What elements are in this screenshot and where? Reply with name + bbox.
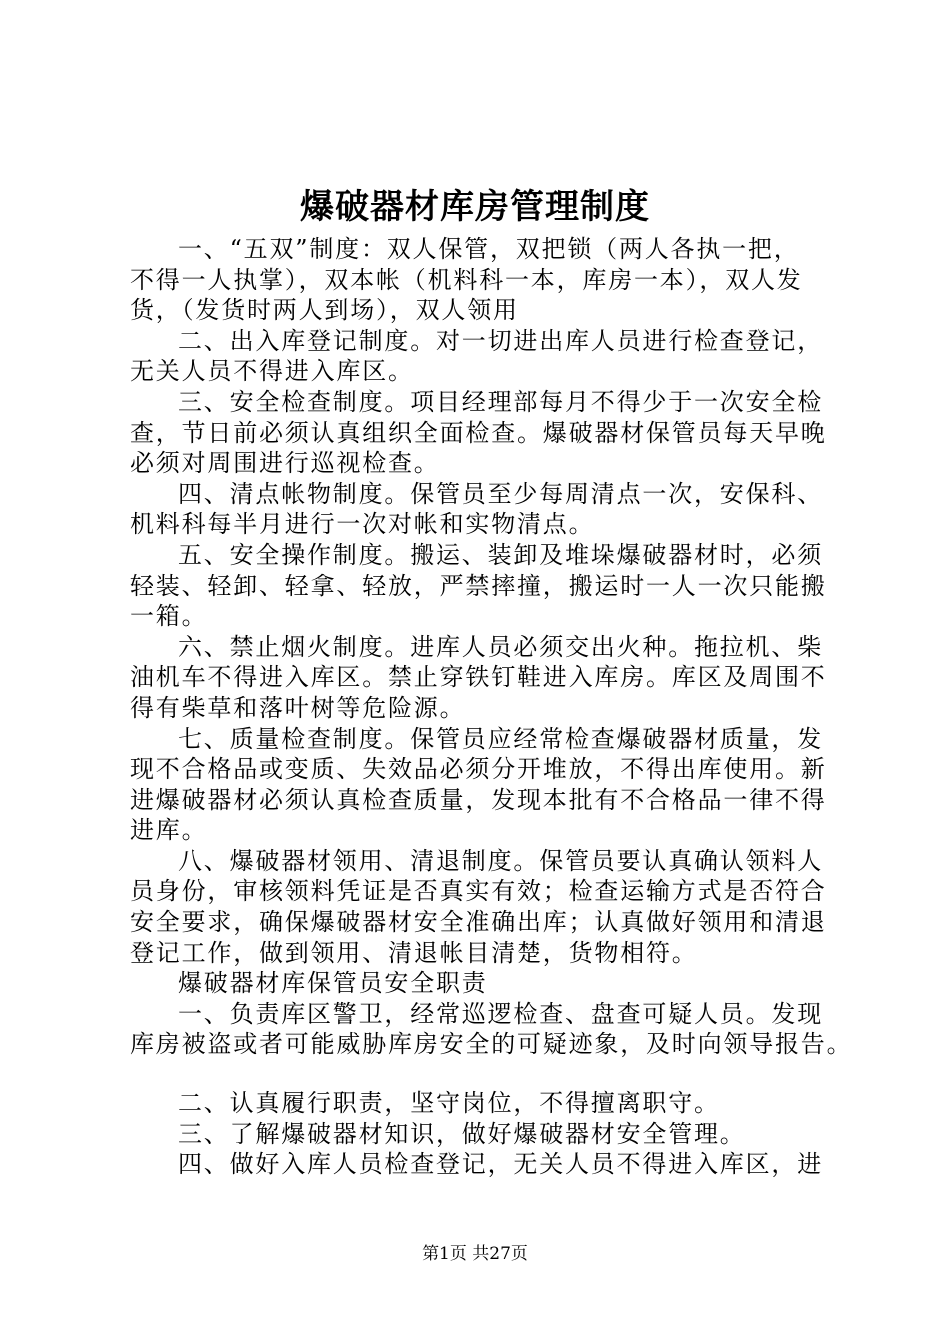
paragraph-line: 六、禁止烟火制度。进库人员必须交出火种。拖拉机、柴: [178, 632, 823, 661]
paragraph-line: 七、质量检查制度。保管员应经常检查爆破器材质量，发: [178, 724, 823, 753]
paragraph-line: 得有柴草和落叶树等危险源。: [130, 693, 466, 722]
paragraph-line: 一箱。: [130, 602, 208, 631]
paragraph-line: 机料科每半月进行一次对帐和实物清点。: [130, 510, 595, 539]
paragraph-line: 查，节日前必须认真组织全面检查。爆破器材保管员每天早晚: [130, 418, 827, 447]
paragraph-line: 八、爆破器材领用、清退制度。保管员要认真确认领料人: [178, 846, 823, 875]
paragraph: [130, 1119, 850, 1150]
paragraph: [130, 326, 850, 387]
paragraph-line: 库房被盗或者可能威胁库房安全的可疑迹象，及时向领导报告。: [130, 1030, 853, 1059]
paragraph-line: 一、“五双”制度：双人保管，双把锁（两人各执一把，: [178, 235, 800, 263]
paragraph: [130, 234, 850, 326]
paragraph-line: 爆破器材库保管员安全职责: [178, 969, 488, 998]
paragraph-line: 五、安全操作制度。搬运、装卸及堆垛爆破器材时，必须: [178, 540, 823, 569]
paragraph: [130, 999, 853, 1060]
paragraph-line: 进爆破器材必须认真检查质量，发现本批有不合格品一律不得: [130, 785, 827, 814]
paragraph: [130, 387, 850, 479]
paragraph: [130, 540, 850, 632]
paragraph-line: 进库。: [130, 816, 208, 845]
paragraph-line: 四、做好入库人员检查登记，无关人员不得进入库区，进: [178, 1150, 823, 1179]
paragraph-line: 必须对周围进行巡视检查。: [130, 449, 440, 478]
paragraph: [130, 968, 850, 999]
paragraph-line: 不得一人执掌），双本帐（机料科一本，库房一本），双人发: [130, 265, 803, 294]
paragraph-line: 二、出入库登记制度。对一切进出库人员进行检查登记，: [178, 326, 823, 355]
paragraph: [130, 846, 850, 968]
paragraph-line: 一、负责库区警卫，经常巡逻检查、盘查可疑人员。发现: [178, 999, 823, 1028]
paragraph: [130, 1088, 850, 1119]
paragraph-line: 无关人员不得进入库区。: [130, 357, 414, 386]
paragraph: [130, 724, 850, 846]
paragraph-gap: [130, 1060, 850, 1088]
paragraph: [130, 479, 850, 540]
paragraph-line: 员身份，审核领料凭证是否真实有效；检查运输方式是否符合: [130, 877, 827, 906]
page-footer: 第1页 共27页: [422, 1244, 528, 1264]
document-body: [130, 234, 853, 1180]
paragraph-line: 二、认真履行职责，坚守岗位，不得擅离职守。: [178, 1089, 720, 1118]
paragraph: [130, 632, 850, 724]
document-title: 爆破器材库房管理制度: [300, 187, 650, 227]
paragraph-line: 轻装、轻卸、轻拿、轻放，严禁摔撞，搬运时一人一次只能搬: [130, 571, 827, 600]
paragraph-line: 三、安全检查制度。项目经理部每月不得少于一次安全检: [178, 387, 823, 416]
paragraph-line: 油机车不得进入库区。禁止穿铁钉鞋进入库房。库区及周围不: [130, 663, 827, 692]
paragraph-line: 登记工作，做到领用、清退帐目清楚，货物相符。: [130, 938, 698, 967]
paragraph-line: 安全要求，确保爆破器材安全准确出库；认真做好领用和清退: [130, 908, 827, 937]
paragraph-line: 货，（发货时两人到场），双人领用: [130, 296, 519, 325]
paragraph-line: 三、了解爆破器材知识，做好爆破器材安全管理。: [178, 1119, 746, 1148]
paragraph-line: 四、清点帐物制度。保管员至少每周清点一次，安保科、: [178, 479, 823, 508]
paragraph-line: 现不合格品或变质、失效品必须分开堆放，不得出库使用。新: [130, 755, 827, 784]
paragraph: [130, 1149, 850, 1180]
